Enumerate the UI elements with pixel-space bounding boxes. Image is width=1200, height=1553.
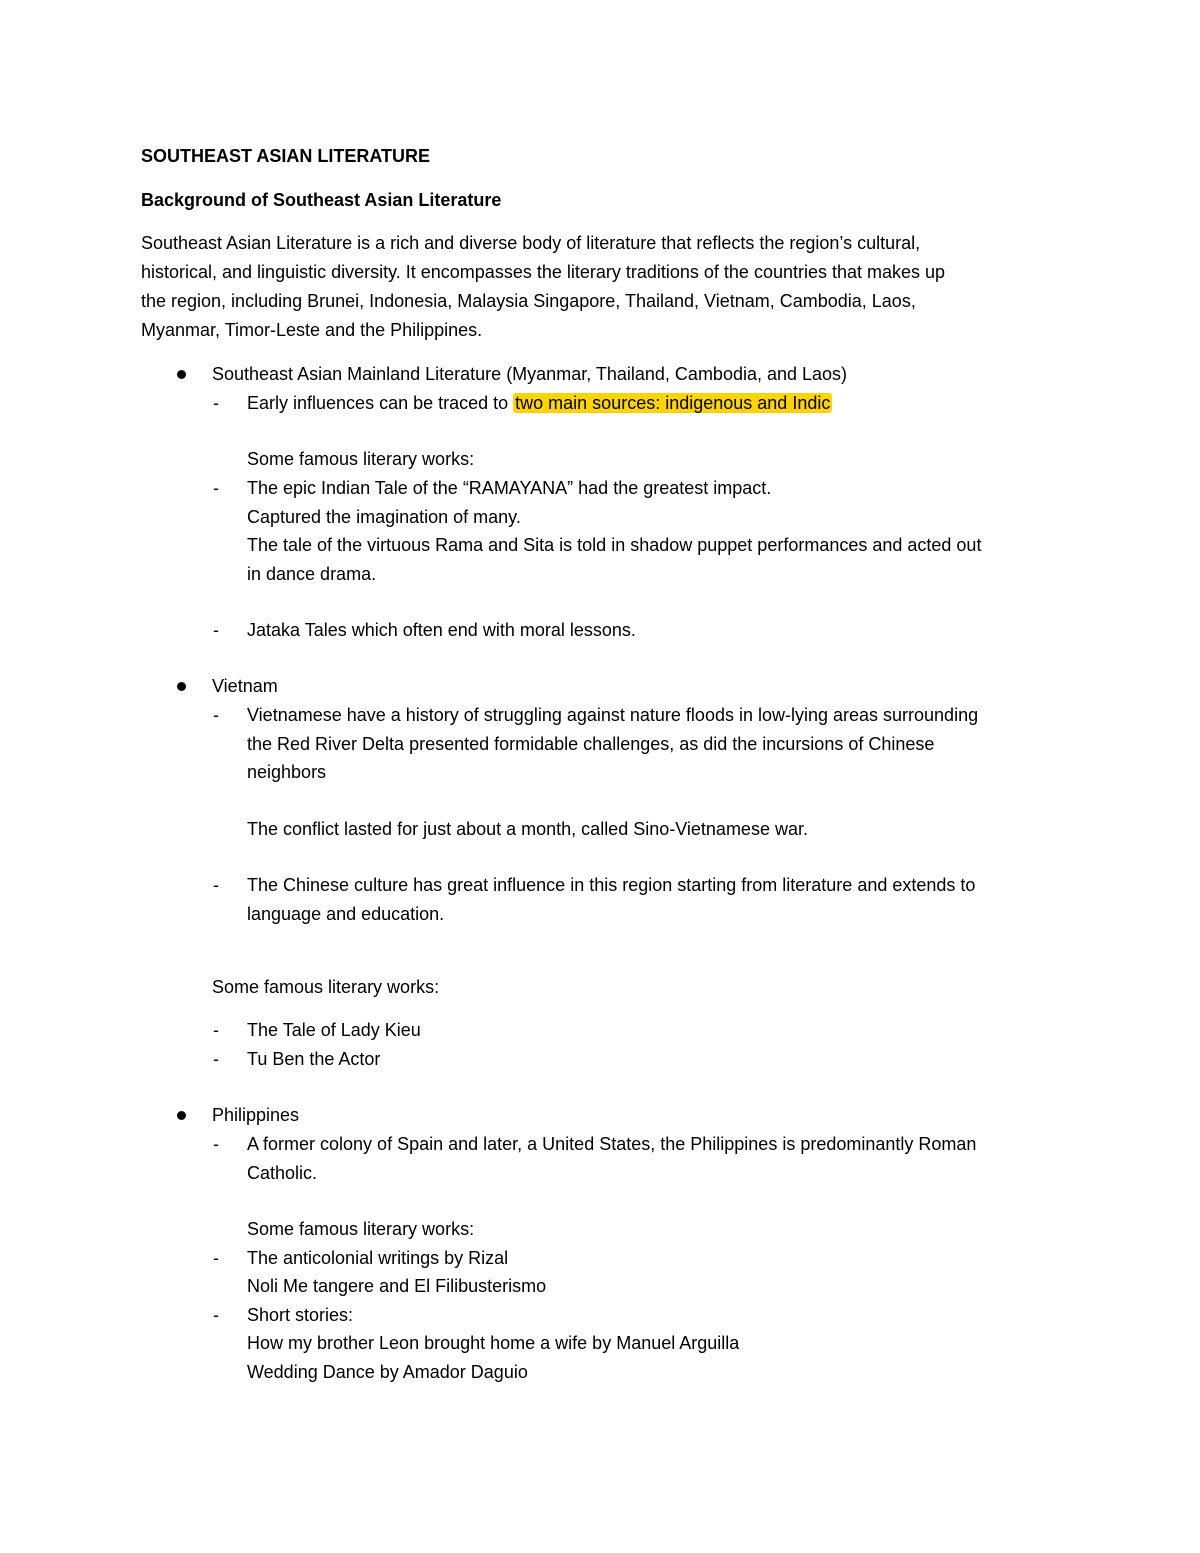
list-item: Tu Ben the Actor (247, 1049, 381, 1069)
list-item-continuation: How my brother Leon brought home a wife by Manuel Arguilla (247, 1333, 740, 1353)
intro-paragraph-line: historical, and linguistic diversity. It encompasses the literary traditions of the countries that makes up (141, 262, 946, 282)
highlighted-text: two main sources: indigenous and Indic (515, 393, 831, 413)
list-item-continuation: Captured the imagination of many. (247, 507, 521, 527)
intro-paragraph-line: the region, including Brunei, Indonesia, Malaysia Singapore, Thailand, Vietnam, Cambodia, Laos, (141, 291, 916, 311)
mainland-influence (247, 390, 832, 416)
list-item: Jataka Tales which often end with moral lessons. (247, 620, 636, 640)
dash-marker: - (213, 620, 219, 640)
list-item-continuation: the Red River Delta presented formidable challenges, as did the incursions of Chinese (247, 734, 935, 754)
dash-marker: - (213, 1248, 219, 1268)
dash-marker: - (213, 705, 219, 725)
list-item: The anticolonial writings by Rizal (247, 1248, 509, 1268)
list-item-continuation: Noli Me tangere and El Filibusterismo (247, 1276, 547, 1296)
bullet-icon (177, 370, 186, 379)
document-title: SOUTHEAST ASIAN LITERATURE (141, 146, 431, 166)
works-label: Some famous literary works: (247, 1219, 475, 1239)
mainland-label: Southeast Asian Mainland Literature (Myanmar, Thailand, Cambodia, and Laos) (212, 364, 848, 384)
list-item: The epic Indian Tale of the “RAMAYANA” had the greatest impact. (247, 478, 772, 498)
list-item-continuation: in dance drama. (247, 564, 377, 584)
works-label: Some famous literary works: (212, 977, 440, 997)
dash-marker: - (213, 478, 219, 498)
list-item: Vietnamese have a history of struggling against nature floods in low-lying areas surrounding (247, 705, 979, 725)
bullet-icon (177, 682, 186, 691)
bullet-icon (177, 1111, 186, 1120)
list-item-continuation: The tale of the virtuous Rama and Sita is told in shadow puppet performances and acted out (247, 535, 982, 555)
intro-paragraph-line: Southeast Asian Literature is a rich and diverse body of literature that reflects the region’s cultural, (141, 233, 921, 253)
dash-marker: - (213, 393, 219, 413)
philippines-label: Philippines (212, 1105, 300, 1125)
list-item: A former colony of Spain and later, a United States, the Philippines is predominantly Roman (247, 1134, 977, 1154)
dash-marker: - (213, 1305, 219, 1325)
list-item-continuation: Catholic. (247, 1163, 318, 1183)
list-item-continuation: language and education. (247, 904, 445, 924)
list-item-continuation: The conflict lasted for just about a month, called Sino-Vietnamese war. (247, 819, 808, 839)
list-item: The Chinese culture has great influence in this region starting from literature and extends to (247, 875, 976, 895)
dash-marker: - (213, 1049, 219, 1069)
works-label: Some famous literary works: (247, 449, 475, 469)
mainland-influence-text: Early influences can be traced to (247, 393, 514, 413)
vietnam-label: Vietnam (212, 676, 278, 696)
dash-marker: - (213, 1020, 219, 1040)
list-item: The Tale of Lady Kieu (247, 1020, 421, 1040)
list-item-continuation: Wedding Dance by Amador Daguio (247, 1362, 528, 1382)
section-heading: Background of Southeast Asian Literature (141, 190, 502, 210)
intro-paragraph-line: Myanmar, Timor-Leste and the Philippines. (141, 320, 483, 340)
list-item-continuation: neighbors (247, 762, 327, 782)
dash-marker: - (213, 875, 219, 895)
list-item: Short stories: (247, 1305, 354, 1325)
dash-marker: - (213, 1134, 219, 1154)
